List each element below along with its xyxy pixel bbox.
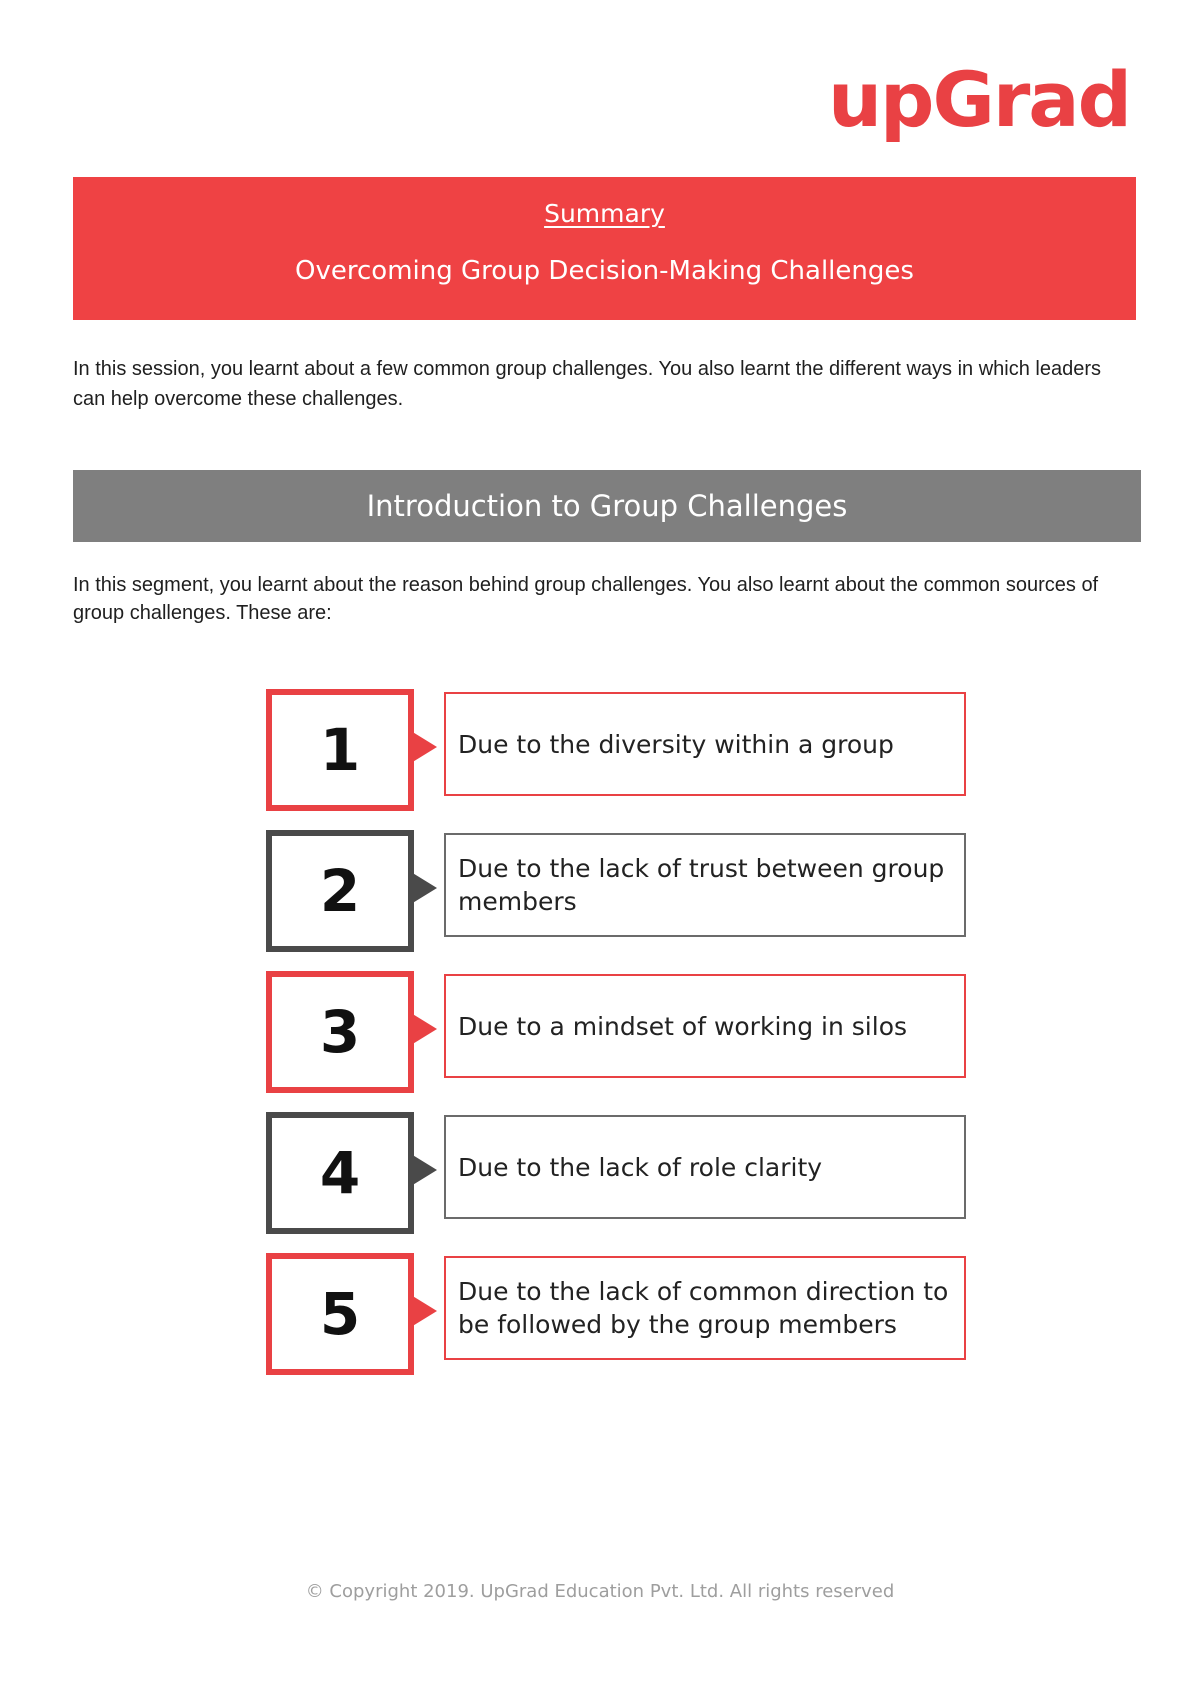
- challenge-item-1: [266, 688, 970, 808]
- challenge-list: [266, 688, 970, 1393]
- step-text: Due to the lack of trust between group members: [444, 833, 966, 937]
- summary-label: Summary: [544, 199, 665, 228]
- arrow-right-icon: [411, 731, 437, 763]
- challenge-item-4: [266, 1111, 970, 1231]
- challenge-item-3: [266, 970, 970, 1090]
- document-title: Overcoming Group Decision-Making Challenges: [295, 256, 914, 286]
- arrow-right-icon: [411, 1295, 437, 1327]
- step-number: 4: [266, 1112, 414, 1234]
- step-number: 2: [266, 830, 414, 952]
- intro-paragraph: In this session, you learnt about a few common group challenges. You also learnt the different ways in which leaders can help overcome these challenges.: [73, 358, 1102, 410]
- challenge-item-5: [266, 1252, 970, 1372]
- step-number: 5: [266, 1253, 414, 1375]
- arrow-right-icon: [411, 1154, 437, 1186]
- arrow-right-icon: [411, 1013, 437, 1045]
- step-text: Due to the diversity within a group: [444, 692, 966, 796]
- arrow-right-icon: [411, 872, 437, 904]
- step-text: Due to the lack of common direction to be followed by the group members: [444, 1256, 966, 1360]
- section-heading: Introduction to Group Challenges: [73, 470, 1141, 542]
- step-text: Due to the lack of role clarity: [444, 1115, 966, 1219]
- upgrad-logo: upGrad: [827, 55, 1130, 144]
- step-text: Due to a mindset of working in silos: [444, 974, 966, 1078]
- step-number: 3: [266, 971, 414, 1093]
- challenge-item-2: [266, 829, 970, 949]
- copyright-footer: © Copyright 2019. UpGrad Education Pvt. Ltd. All rights reserved: [305, 1581, 895, 1602]
- summary-banner: [73, 177, 1136, 320]
- segment-paragraph: In this segment, you learnt about the reason behind group challenges. You also learnt about the common sources of group challenges. These are:: [73, 574, 1099, 624]
- step-number: 1: [266, 689, 414, 811]
